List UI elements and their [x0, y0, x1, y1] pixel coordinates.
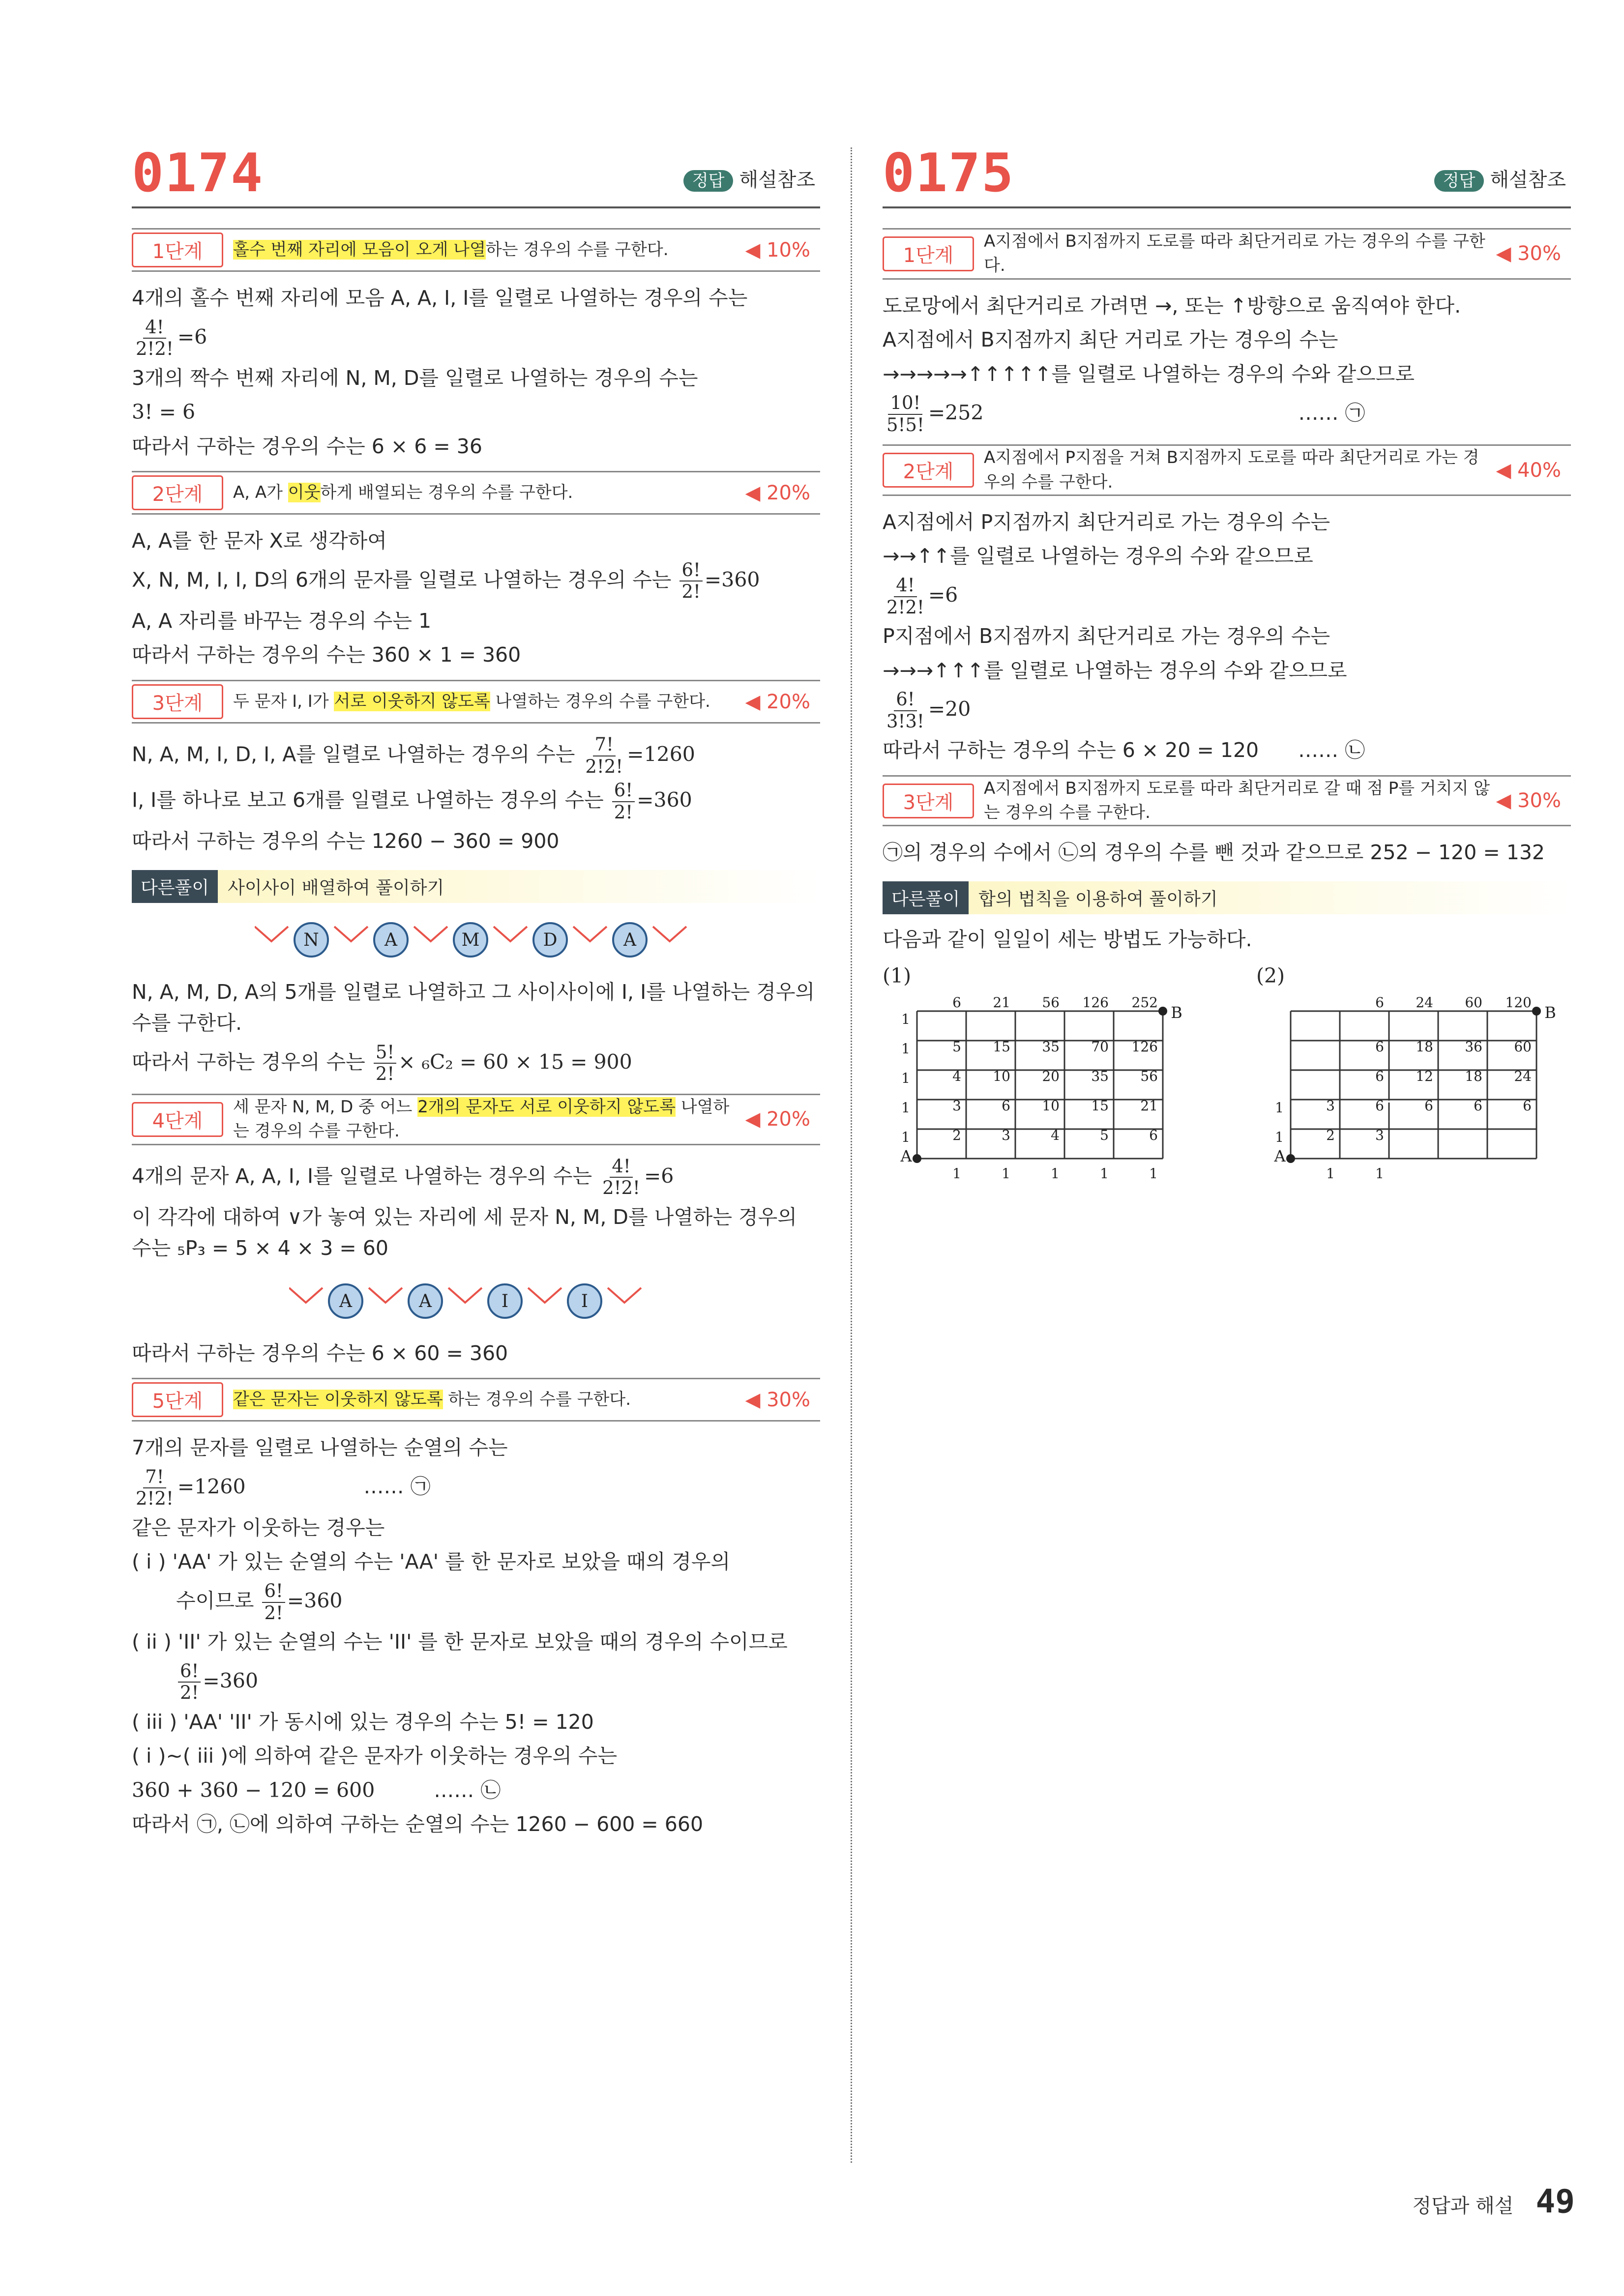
question-0174	[132, 143, 820, 1843]
text-line: A, A 자리를 바꾸는 경우의 수는 1	[132, 609, 432, 633]
step-1-body	[883, 291, 1571, 436]
step-percent: ◀ 30%	[1496, 789, 1561, 813]
step-percent: ◀ 20%	[745, 481, 810, 504]
highlight: 같은 문자는 이웃하지 않도록	[233, 1390, 443, 1410]
grid-value: 1	[901, 1011, 910, 1028]
grid-value: 1	[1275, 1129, 1284, 1146]
text-line: A지점에서 B지점까지 최단 거리로 가는 경우의 수는	[883, 328, 1338, 352]
text-line: 7개의 문자를 일렬로 나열하는 순열의 수는	[132, 1436, 508, 1460]
numerator: 6!	[612, 780, 635, 802]
text-line: A, A를 한 문자 X로 생각하여	[132, 529, 387, 553]
grid-value: 21	[993, 994, 1010, 1011]
letter-label: D	[543, 930, 558, 950]
denominator: 2!2!	[136, 338, 174, 360]
grid-value: 10	[1042, 1098, 1060, 1114]
step-desc	[233, 690, 820, 714]
grid-value: 24	[1416, 994, 1433, 1011]
step-badge: 3단계	[883, 784, 974, 818]
formula-result: × ₆C₂ = 60 × 15 = 900	[398, 1050, 632, 1074]
fraction	[134, 317, 176, 360]
alt-title: 사이사이 배열하여 풀이하기	[218, 870, 820, 903]
step-3-body	[883, 837, 1571, 869]
formula-result: =1260	[627, 742, 695, 766]
grid-value: 252	[1131, 994, 1158, 1011]
grid-value: 1	[901, 1041, 910, 1057]
formula-result: =6	[928, 583, 958, 607]
grid-value: 6	[1474, 1098, 1482, 1114]
formula-line	[132, 780, 820, 823]
denominator: 2!	[264, 1602, 283, 1624]
numerator: 6!	[679, 560, 702, 582]
gap-v-mark	[528, 1288, 561, 1303]
numerator: 7!	[143, 1467, 166, 1489]
numerator: 5!	[374, 1042, 396, 1064]
gap-v-mark	[448, 1288, 482, 1303]
fraction	[679, 560, 702, 603]
grid-value: 1	[1149, 1165, 1158, 1182]
step-desc	[233, 1388, 820, 1412]
grid-label: (2)	[1256, 963, 1285, 988]
step-percent: ◀ 20%	[745, 690, 810, 713]
denominator: 2!	[681, 581, 701, 603]
step-desc-rest: 하는 경우의 수를 구한다.	[485, 239, 669, 260]
highlight: 홀수 번째 자리에 모음이 오게 나열	[233, 239, 486, 260]
denominator: 2!2!	[136, 1488, 174, 1510]
grid-value: 1	[1275, 1100, 1284, 1116]
formula-line	[883, 575, 1571, 618]
step-desc	[233, 481, 820, 505]
step-badge: 1단계	[132, 233, 223, 267]
grid-label: (1)	[883, 963, 912, 988]
grid-value: 1	[1051, 1165, 1060, 1182]
step-badge: 5단계	[132, 1382, 223, 1417]
text-span: 360 + 360 − 120 = 600	[132, 1778, 375, 1802]
grid-value: 3	[1002, 1127, 1010, 1144]
grid-value: 1	[1375, 1165, 1384, 1182]
fraction	[374, 1042, 396, 1085]
step-3-body	[132, 734, 820, 857]
point-b-label: B	[1544, 1003, 1556, 1022]
gap-v-mark	[289, 1288, 323, 1303]
point-a-label: A	[1274, 1147, 1286, 1166]
denominator: 2!	[614, 801, 633, 823]
grid-value: 1	[1002, 1165, 1010, 1182]
step-desc: A지점에서 B지점까지 도로를 따라 최단거리로 갈 때 점 P를 거치지 않는 경우의 수를 구한다.	[984, 778, 1490, 823]
grid-value: 6	[1149, 1127, 1158, 1144]
grid-value: 1	[901, 1100, 910, 1116]
step-desc-rest: 나열하는 경우의 수를 구한다.	[490, 691, 710, 711]
step-desc-pre: 두 문자 I, I가	[233, 691, 334, 711]
text-span: N, A, M, I, D, I, A를 일렬로 나열하는 경우의 수는	[132, 742, 575, 766]
point-b	[1158, 1007, 1167, 1016]
step-badge: 3단계	[132, 684, 223, 719]
ref-mark: …… ㉡	[1298, 738, 1365, 762]
formula-line	[132, 1661, 820, 1704]
numerator: 6!	[262, 1581, 285, 1603]
question-header	[883, 143, 1571, 208]
fraction	[612, 780, 635, 823]
step-percent: ◀ 40%	[1496, 459, 1561, 482]
formula-result: =6	[177, 325, 207, 349]
numerator: 4!	[610, 1156, 632, 1178]
text-line: ( iii ) 'AA' 'II' 가 동시에 있는 경우의 수는 5! = 120	[132, 1710, 594, 1734]
grid-value: 21	[1140, 1098, 1158, 1114]
gap-v-mark	[255, 927, 288, 941]
step-5-body	[132, 1432, 820, 1840]
grid-value: 35	[1042, 1039, 1060, 1055]
step-4	[132, 1094, 820, 1145]
gap-v-mark	[494, 927, 527, 941]
grid-value: 56	[1140, 1068, 1158, 1085]
formula-line	[132, 317, 820, 360]
page-footer	[1413, 2182, 1575, 2220]
point-a	[1286, 1154, 1295, 1163]
answer-text: 해설참조	[739, 169, 815, 191]
answer-label	[683, 164, 815, 192]
text-line: 다음과 같이 일일이 세는 방법도 가능하다.	[883, 927, 1252, 951]
question-number: 0174	[132, 143, 264, 204]
numerator: 6!	[894, 689, 916, 711]
circle-diagram	[289, 1279, 663, 1323]
grid-value: 6	[1002, 1098, 1010, 1114]
grid-value: 1	[901, 1070, 910, 1087]
text-line: 도로망에서 최단거리로 가려면 →, 또는 ↑방향으로 움직여야 한다.	[883, 293, 1461, 318]
grid-value: 20	[1042, 1068, 1060, 1085]
question-number: 0175	[883, 143, 1015, 204]
grid-diagram-1	[883, 991, 1197, 1198]
step-3	[883, 775, 1571, 827]
letter-label: I	[501, 1291, 509, 1311]
grid-value: 15	[1091, 1098, 1109, 1114]
fraction	[600, 1156, 642, 1199]
letter-label: A	[623, 930, 636, 950]
question-header	[132, 143, 820, 208]
grid-value: 6	[1375, 1068, 1384, 1085]
grid-value: 24	[1514, 1068, 1532, 1085]
formula-result: =252	[928, 401, 984, 425]
denominator: 5!5!	[886, 414, 924, 436]
alternate-solution	[883, 881, 1571, 914]
grid-value: 5	[952, 1039, 961, 1055]
formula-result: =6	[644, 1164, 674, 1188]
grid-value: 6	[1424, 1098, 1433, 1114]
grid-1	[883, 960, 1197, 1200]
grid-value: 35	[1091, 1068, 1109, 1085]
grid-value: 6	[1523, 1098, 1532, 1114]
formula-result: =360	[704, 568, 760, 592]
formula-result: =360	[287, 1589, 343, 1613]
grid-value: 1	[901, 1129, 910, 1146]
ref-mark: …… ㉠	[363, 1475, 431, 1499]
formula-line	[883, 735, 1571, 766]
text-span: I, I를 하나로 보고 6개를 일렬로 나열하는 경우의 수는	[132, 788, 604, 812]
text-line: ( i )~( iii )에 의하여 같은 문자가 이웃하는 경우의 수는	[132, 1744, 618, 1768]
text-line: 따라서 구하는 경우의 수는 6 × 6 = 36	[132, 434, 482, 458]
highlight: 2개의 문자도 서로 이웃하지 않도록	[417, 1097, 676, 1117]
fraction	[134, 1467, 176, 1510]
letter-label: A	[419, 1291, 432, 1311]
formula-result: =360	[637, 788, 692, 812]
formula-result: =360	[203, 1669, 259, 1693]
denominator: 2!2!	[602, 1177, 640, 1199]
grid-diagram-2	[1256, 991, 1571, 1198]
step-desc-rest: 하는 경우의 수를 구한다.	[443, 1390, 631, 1410]
grid-value: 4	[952, 1068, 961, 1085]
formula-line	[132, 1467, 820, 1510]
letter-label: M	[461, 930, 480, 950]
text-line: 따라서 구하는 경우의 수는 360 × 1 = 360	[132, 643, 521, 667]
text-line: A지점에서 P지점까지 최단거리로 가는 경우의 수는	[883, 510, 1330, 534]
formula-line	[883, 393, 1571, 436]
gap-v-mark	[369, 1288, 402, 1303]
formula-result: =20	[928, 697, 971, 721]
denominator: 2!	[180, 1682, 199, 1704]
step-4-body-end	[132, 1338, 820, 1369]
letter-label: N	[303, 930, 319, 950]
step-desc	[233, 238, 820, 262]
numerator: 10!	[888, 393, 922, 415]
page-number: 49	[1535, 2182, 1575, 2220]
point-a-label: A	[900, 1147, 912, 1166]
alt-body	[132, 977, 820, 1085]
grid-value: 3	[952, 1098, 961, 1114]
text-line: ( i ) 'AA' 가 있는 순열의 수는 'AA' 를 한 문자로 보았을 때의 경우의	[132, 1550, 731, 1574]
step-desc-pre: 세 문자 N, M, D 중 어느	[233, 1097, 418, 1117]
text-line: 3개의 짝수 번째 자리에 N, M, D를 일렬로 나열하는 경우의 수는	[132, 366, 698, 390]
alt-tag: 다른풀이	[883, 881, 969, 914]
text-line: 따라서 구하는 경우의 수는 6 × 60 = 360	[132, 1341, 508, 1365]
denominator: 3!3!	[886, 710, 924, 732]
denominator: 2!2!	[585, 756, 623, 777]
column-divider	[851, 147, 852, 2163]
step-badge: 2단계	[132, 475, 223, 510]
text-line: ( ii ) 'II' 가 있는 순열의 수는 'II' 를 한 문자로 보았을 때의 경우의 수이므로	[132, 1630, 788, 1654]
step-2-body	[132, 525, 820, 671]
text-span: 따라서 구하는 경우의 수는 6 × 20 = 120	[883, 738, 1259, 762]
gap-v-mark	[414, 927, 447, 941]
text-line: 따라서 ㉠, ㉡에 의하여 구하는 순열의 수는 1260 − 600 = 660	[132, 1812, 704, 1836]
grid-value: 18	[1465, 1068, 1482, 1085]
text-span: 따라서 구하는 경우의 수는	[132, 1050, 365, 1074]
grid-value: 5	[1100, 1127, 1109, 1144]
step-percent: ◀ 30%	[1496, 242, 1561, 265]
step-5	[132, 1378, 820, 1422]
grid-value: 3	[1375, 1127, 1384, 1144]
ref-mark: …… ㉠	[1298, 401, 1365, 425]
formula-line	[132, 1156, 820, 1199]
alt-body	[883, 924, 1571, 956]
step-1-body	[132, 283, 820, 462]
step-2	[132, 471, 820, 515]
grid-value: 36	[1465, 1039, 1482, 1055]
numerator: 4!	[894, 575, 916, 597]
text-span: 4개의 문자 A, A, I, I를 일렬로 나열하는 경우의 수는	[132, 1164, 592, 1188]
grid-value: 3	[1326, 1098, 1335, 1114]
grid-diagrams	[883, 960, 1571, 1200]
answer-label	[1434, 164, 1566, 192]
numerator: 4!	[143, 317, 166, 339]
grid-value: 12	[1416, 1068, 1433, 1085]
step-badge: 4단계	[132, 1102, 223, 1137]
alt-title: 합의 법칙을 이용하여 풀이하기	[969, 881, 1571, 914]
numerator: 7!	[593, 734, 616, 756]
alternate-solution	[132, 870, 820, 903]
letter-label: I	[581, 1291, 589, 1311]
letter-label: A	[384, 930, 397, 950]
step-desc-rest: 하게 배열되는 경우의 수를 구한다.	[320, 483, 573, 503]
text-line: N, A, M, D, A의 5개를 일렬로 나열하고 그 사이사이에 I, I를 나열하는 경우의 수를 구한다.	[132, 980, 815, 1035]
grid-value: 120	[1505, 994, 1532, 1011]
formula-line	[132, 1581, 820, 1624]
step-1	[883, 228, 1571, 280]
answer-text: 해설참조	[1490, 169, 1566, 191]
grid-value: 60	[1465, 994, 1482, 1011]
step-4-body	[132, 1156, 820, 1264]
step-percent: ◀ 20%	[745, 1108, 810, 1131]
point-b-label: B	[1171, 1003, 1182, 1022]
gap-v-mark	[608, 1288, 641, 1303]
grid-value: 1	[952, 1165, 961, 1182]
grid-value: 126	[1131, 1039, 1158, 1055]
step-badge: 1단계	[883, 236, 974, 271]
grid-value: 15	[993, 1039, 1010, 1055]
footer-label: 정답과 해설	[1412, 2195, 1514, 2217]
formula-line	[132, 1042, 820, 1085]
grid-value: 6	[952, 994, 961, 1011]
fraction	[178, 1661, 201, 1704]
formula-line	[883, 689, 1571, 732]
step-desc	[233, 1095, 820, 1144]
fraction	[583, 734, 625, 777]
grid-value: 56	[1042, 994, 1060, 1011]
text-line: 3! = 6	[132, 400, 196, 424]
point-b	[1532, 1007, 1541, 1016]
circle-diagram	[255, 918, 697, 962]
grid-value: 18	[1416, 1039, 1433, 1055]
text-line: 4개의 홀수 번째 자리에 모음 A, A, I, I를 일렬로 나열하는 경우의 수는	[132, 286, 748, 310]
denominator: 2!	[375, 1063, 395, 1085]
text-line: 이 각각에 대하여 ∨가 놓여 있는 자리에 세 문자 N, M, D를 나열하는 경우의 수는 ₅P₃ = 5 × 4 × 3 = 60	[132, 1205, 797, 1260]
letter-label: A	[339, 1291, 352, 1311]
fraction	[885, 393, 926, 436]
grid-value: 2	[1326, 1127, 1335, 1144]
text-line: 같은 문자가 이웃하는 경우는	[132, 1515, 385, 1540]
point-a	[913, 1154, 921, 1163]
grid-value: 126	[1082, 994, 1109, 1011]
step-percent: ◀ 30%	[745, 1388, 810, 1411]
text-line: ㉠의 경우의 수에서 ㉡의 경우의 수를 뺀 것과 같으므로 252 − 120 = 132	[883, 841, 1545, 865]
text-line: →→↑↑를 일렬로 나열하는 경우의 수와 같으므로	[883, 544, 1313, 568]
grid-value: 1	[1326, 1165, 1335, 1182]
text-span: X, N, M, I, I, D의 6개의 문자를 일렬로 나열하는 경우의 수는	[132, 568, 672, 592]
grid-value: 6	[1375, 1039, 1384, 1055]
step-desc-pre: A, A가	[233, 483, 288, 503]
gap-v-mark	[334, 927, 368, 941]
grid-value: 1	[1100, 1165, 1109, 1182]
ref-mark: …… ㉡	[434, 1778, 501, 1802]
highlight: 이웃	[288, 483, 321, 503]
answer-tag: 정답	[683, 170, 734, 192]
grid-value: 6	[1375, 1098, 1384, 1114]
fraction	[262, 1581, 285, 1624]
gap-v-mark	[573, 927, 607, 941]
text-line: 따라서 구하는 경우의 수는 1260 − 360 = 900	[132, 829, 560, 853]
step-desc: A지점에서 P지점을 거쳐 B지점까지 도로를 따라 최단거리로 가는 경우의 수를 구한다.	[984, 448, 1479, 492]
step-3	[132, 680, 820, 724]
grid-value: 60	[1514, 1039, 1532, 1055]
formula-line	[132, 1775, 820, 1806]
question-0175	[883, 143, 1571, 1200]
numerator: 6!	[178, 1661, 201, 1683]
formula-line	[132, 734, 820, 777]
denominator: 2!2!	[886, 596, 924, 618]
text-line: →→→↑↑↑를 일렬로 나열하는 경우의 수와 같으므로	[883, 658, 1347, 682]
grid-value: 6	[1375, 994, 1384, 1011]
step-desc-rest: 나열하는 경우의 수를 구한다.	[233, 1097, 730, 1141]
step-2-body	[883, 507, 1571, 766]
fraction	[885, 575, 926, 618]
fraction	[885, 689, 926, 732]
formula-result: =1260	[177, 1475, 246, 1499]
grid-value: 10	[993, 1068, 1010, 1085]
alt-tag: 다른풀이	[132, 870, 218, 903]
text-line: →→→→→↑↑↑↑↑를 일렬로 나열하는 경우의 수와 같으므로	[883, 362, 1415, 386]
step-percent: ◀ 10%	[745, 238, 810, 262]
step-1	[132, 228, 820, 272]
step-2	[883, 444, 1571, 496]
text-line: P지점에서 B지점까지 최단거리로 가는 경우의 수는	[883, 624, 1330, 648]
gap-v-mark	[653, 927, 686, 941]
highlight: 서로 이웃하지 않도록	[334, 691, 490, 711]
letter-circles-2	[132, 1279, 820, 1323]
formula-line	[132, 560, 820, 603]
text-span: 수이므로	[176, 1589, 254, 1613]
answer-tag: 정답	[1434, 170, 1484, 192]
grid-gap	[1388, 1101, 1390, 1103]
grid-value: 2	[952, 1127, 961, 1144]
letter-circles-1	[132, 918, 820, 962]
grid-2	[1256, 960, 1571, 1200]
grid-value: 70	[1091, 1039, 1109, 1055]
step-desc: A지점에서 B지점까지 도로를 따라 최단거리로 가는 경우의 수를 구한다.	[984, 232, 1485, 276]
grid-value: 4	[1051, 1127, 1060, 1144]
step-badge: 2단계	[883, 453, 974, 488]
